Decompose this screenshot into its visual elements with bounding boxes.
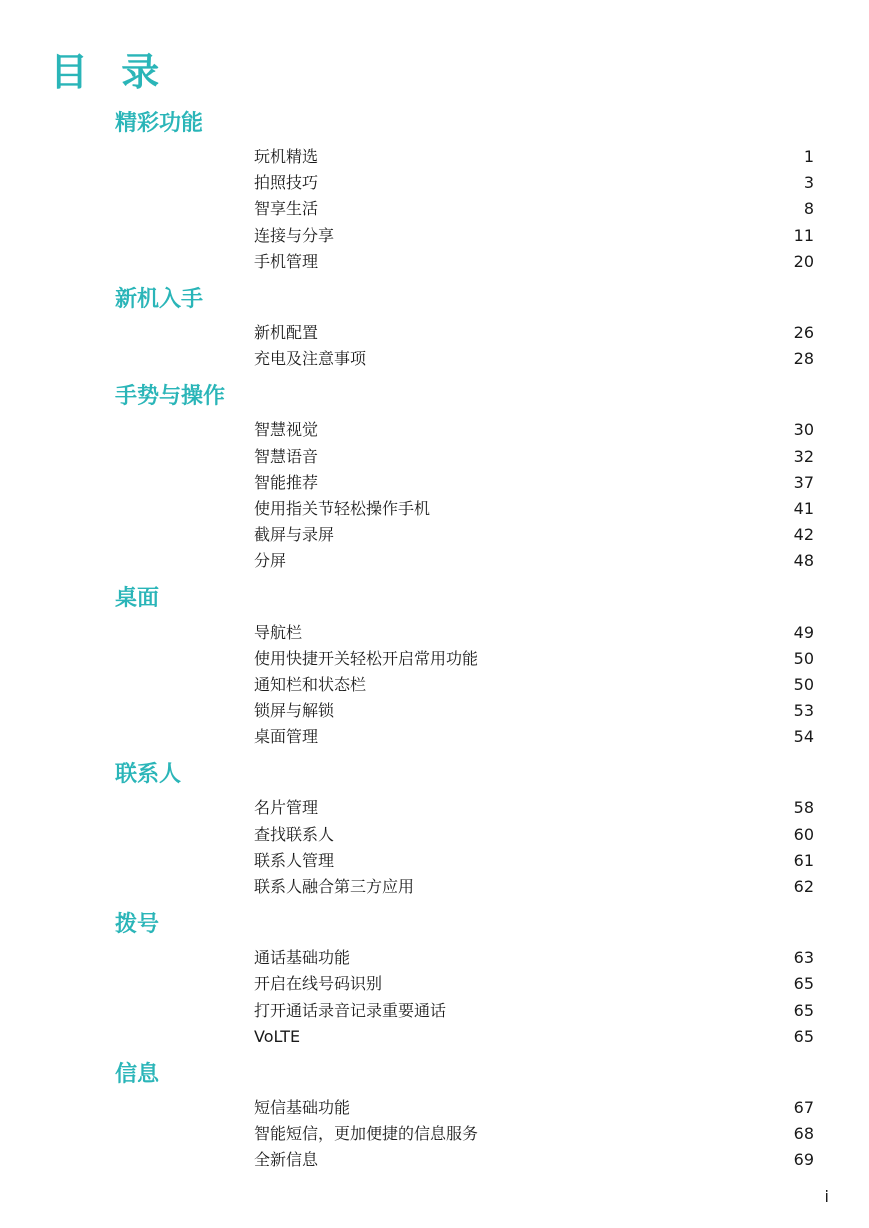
section-title[interactable]: 手势与操作 (115, 384, 226, 410)
entry-page-number: 67 (793, 1097, 814, 1117)
entry-page-number: 42 (793, 525, 814, 545)
entry-title: 手机管理 (254, 251, 319, 271)
toc-entry[interactable] (0, 1121, 869, 1147)
entry-page-number: 11 (793, 225, 814, 245)
section-title[interactable]: 精彩功能 (115, 111, 204, 136)
toc-entry[interactable] (0, 945, 869, 971)
toc-entry[interactable] (0, 144, 869, 170)
entry-title: 智能推荐 (254, 472, 319, 492)
entry-title: 导航栏 (254, 622, 303, 642)
entry-page-number: 54 (793, 727, 814, 747)
section-title[interactable]: 联系人 (115, 762, 182, 788)
entry-page-number: 61 (793, 850, 814, 870)
entry-page-number: 41 (793, 498, 814, 518)
toc-entry[interactable] (0, 971, 869, 997)
toc-entry[interactable] (0, 444, 869, 470)
entry-page-number: 32 (793, 446, 814, 466)
entry-page-number: 30 (793, 420, 814, 440)
entry-title: 联系人融合第三方应用 (254, 877, 415, 897)
entry-page-number: 49 (793, 622, 814, 642)
toc-entry[interactable] (0, 1147, 869, 1173)
toc-entry[interactable] (0, 496, 869, 522)
entry-page-number: 65 (793, 974, 814, 994)
toc-entry[interactable] (0, 646, 869, 672)
entry-page-number: 50 (793, 648, 814, 668)
toc-entry[interactable] (0, 795, 869, 821)
entry-title: 连接与分享 (254, 225, 335, 245)
entry-title: 通知栏和状态栏 (254, 674, 367, 694)
toc-entry[interactable] (0, 548, 869, 574)
entry-page-number: 63 (793, 948, 814, 968)
entry-title: 名片管理 (254, 798, 319, 818)
entry-title: 使用快捷开关轻松开启常用功能 (254, 648, 479, 668)
toc-entry[interactable] (0, 822, 869, 848)
entry-title: 打开通话录音记录重要通话 (254, 1000, 447, 1020)
entry-page-number: 60 (793, 824, 814, 844)
section-title[interactable]: 新机入手 (115, 286, 204, 312)
toc-section (0, 280, 869, 372)
toc-section (0, 755, 869, 900)
entry-title: 智慧视觉 (254, 420, 319, 440)
entry-title: 截屏与录屏 (254, 525, 335, 545)
section-title[interactable]: 拨号 (115, 912, 160, 938)
entry-title: 桌面管理 (254, 727, 319, 747)
toc-section (0, 377, 869, 574)
section-title[interactable]: 信息 (115, 1061, 160, 1087)
entry-page-number: 1 (803, 147, 814, 167)
toc-entry[interactable] (0, 320, 869, 346)
entry-title: VoLTE (254, 1026, 301, 1046)
table-of-contents (0, 104, 869, 1178)
entry-title: 使用指关节轻松操作手机 (254, 498, 431, 518)
entry-title: 联系人管理 (254, 850, 335, 870)
toc-entry[interactable] (0, 1024, 869, 1050)
entry-title: 查找联系人 (254, 824, 335, 844)
entry-page-number: 69 (793, 1150, 814, 1170)
toc-entry[interactable] (0, 672, 869, 698)
toc-entry[interactable] (0, 196, 869, 222)
toc-entry[interactable] (0, 874, 869, 900)
entry-title: 全新信息 (254, 1150, 319, 1170)
entry-title: 智能短信，更加便捷的信息服务 (254, 1124, 479, 1144)
entry-title: 充电及注意事项 (254, 349, 367, 369)
toc-section (0, 104, 869, 275)
toc-entry[interactable] (0, 1095, 869, 1121)
entry-title: 新机配置 (254, 323, 319, 343)
toc-entry[interactable] (0, 249, 869, 275)
page-number: i (824, 1187, 829, 1206)
entry-page-number: 37 (793, 472, 814, 492)
entry-page-number: 62 (793, 877, 814, 897)
entry-title: 智慧语音 (254, 446, 319, 466)
entry-title: 短信基础功能 (254, 1097, 351, 1117)
toc-entry[interactable] (0, 417, 869, 443)
toc-entry[interactable] (0, 698, 869, 724)
page-title: 目 录 (50, 50, 170, 94)
entry-page-number: 3 (803, 173, 814, 193)
entry-title: 玩机精选 (254, 147, 319, 167)
toc-entry[interactable] (0, 346, 869, 372)
toc-entry[interactable] (0, 522, 869, 548)
toc-entry[interactable] (0, 724, 869, 750)
entry-page-number: 26 (793, 323, 814, 343)
entry-title: 通话基础功能 (254, 948, 351, 968)
toc-section (0, 1055, 869, 1174)
entry-page-number: 53 (793, 701, 814, 721)
entry-page-number: 50 (793, 674, 814, 694)
toc-entry[interactable] (0, 170, 869, 196)
entry-title: 智享生活 (254, 199, 319, 219)
entry-title: 开启在线号码识别 (254, 974, 383, 994)
entry-page-number: 58 (793, 798, 814, 818)
entry-page-number: 68 (793, 1124, 814, 1144)
entry-page-number: 28 (793, 349, 814, 369)
entry-page-number: 20 (793, 251, 814, 271)
entry-page-number: 65 (793, 1026, 814, 1046)
entry-page-number: 48 (793, 551, 814, 571)
entry-title: 锁屏与解锁 (254, 701, 335, 721)
toc-entry[interactable] (0, 619, 869, 645)
toc-entry[interactable] (0, 470, 869, 496)
entry-page-number: 8 (803, 199, 814, 219)
section-title[interactable]: 桌面 (115, 586, 160, 612)
entry-title: 拍照技巧 (254, 173, 319, 193)
entry-title: 分屏 (254, 551, 287, 571)
toc-entry[interactable] (0, 998, 869, 1024)
entry-page-number: 65 (793, 1000, 814, 1020)
toc-section (0, 905, 869, 1050)
toc-entry[interactable] (0, 848, 869, 874)
toc-section (0, 579, 869, 750)
toc-entry[interactable] (0, 223, 869, 249)
